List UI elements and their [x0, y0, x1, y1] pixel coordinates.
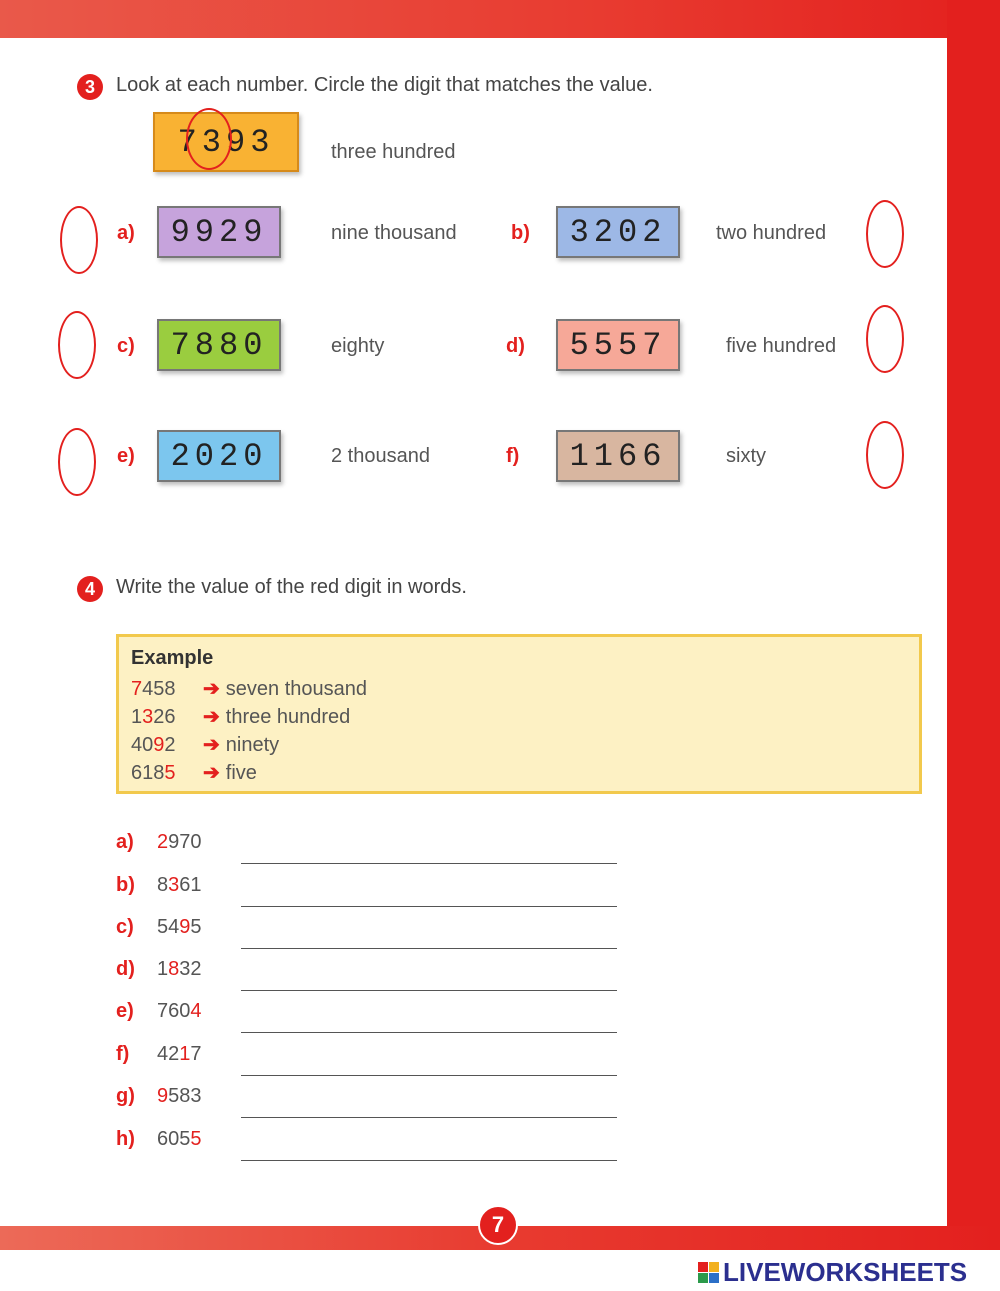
answer-input-d[interactable]: [241, 968, 617, 991]
value-a: nine thousand: [331, 222, 457, 244]
example-row: 4092 ➔ ninety: [131, 734, 280, 756]
answer-input-e[interactable]: [241, 1010, 617, 1033]
item-b-letter: b): [511, 222, 530, 244]
item-d-letter: d): [506, 335, 525, 357]
answer-input-g[interactable]: [241, 1095, 617, 1118]
answer-input-b[interactable]: [241, 884, 617, 907]
page-number: 7: [478, 1205, 518, 1245]
question-4-instruction: Write the value of the red digit in words.: [116, 576, 467, 598]
example-number-box: 7393: [153, 112, 299, 172]
value-b: two hundred: [716, 222, 827, 244]
value-d: five hundred: [726, 335, 837, 357]
answer-input-f[interactable]: [241, 1053, 617, 1076]
example-row: 1326 ➔ three hundred: [131, 706, 351, 728]
arrow-icon: ➔: [203, 706, 220, 728]
value-f: sixty: [726, 445, 766, 467]
number-box-c: 7880: [157, 319, 281, 371]
question-3-instruction: Look at each number. Circle the digit that matches the value.: [116, 74, 653, 96]
example-value: three hundred: [331, 141, 456, 163]
number-box-a: 9929: [157, 206, 281, 258]
logo-grid-icon: [698, 1262, 719, 1283]
example-box: [116, 634, 922, 794]
item-a-letter: a): [117, 222, 135, 244]
answer-oval-f[interactable]: [866, 421, 904, 489]
number-box-b: 3202: [556, 206, 680, 258]
answer-oval-e[interactable]: [58, 428, 96, 496]
example-circle-mark: [186, 108, 232, 170]
arrow-icon: ➔: [203, 678, 220, 700]
number-box-e: 2020: [157, 430, 281, 482]
answer-input-h[interactable]: [241, 1138, 617, 1161]
answer-oval-c[interactable]: [58, 311, 96, 379]
example-title: Example: [131, 647, 214, 669]
arrow-icon: ➔: [203, 762, 220, 784]
answer-input-c[interactable]: [241, 926, 617, 949]
value-c: eighty: [331, 335, 385, 357]
example-row: 7458 ➔ seven thousand: [131, 678, 367, 700]
liveworksheets-logo: [698, 1257, 967, 1288]
arrow-icon: ➔: [203, 734, 220, 756]
item-f-letter: f): [506, 445, 520, 467]
logo-text: LIVEWORKSHEETS: [723, 1257, 968, 1287]
number-box-d: 5557: [556, 319, 680, 371]
example-row: 6185 ➔ five: [131, 762, 257, 784]
answer-input-a[interactable]: [241, 841, 617, 864]
answer-oval-b[interactable]: [866, 200, 904, 268]
value-e: 2 thousand: [331, 445, 430, 467]
right-border: [947, 0, 1000, 1250]
answer-oval-a[interactable]: [60, 206, 98, 274]
top-border: [0, 0, 1000, 38]
question-4-number: 4: [77, 576, 103, 602]
item-c-letter: c): [117, 335, 135, 357]
answer-oval-d[interactable]: [866, 305, 904, 373]
item-e-letter: e): [117, 445, 135, 467]
number-box-f: 1166: [556, 430, 680, 482]
question-3-number: 3: [77, 74, 103, 100]
